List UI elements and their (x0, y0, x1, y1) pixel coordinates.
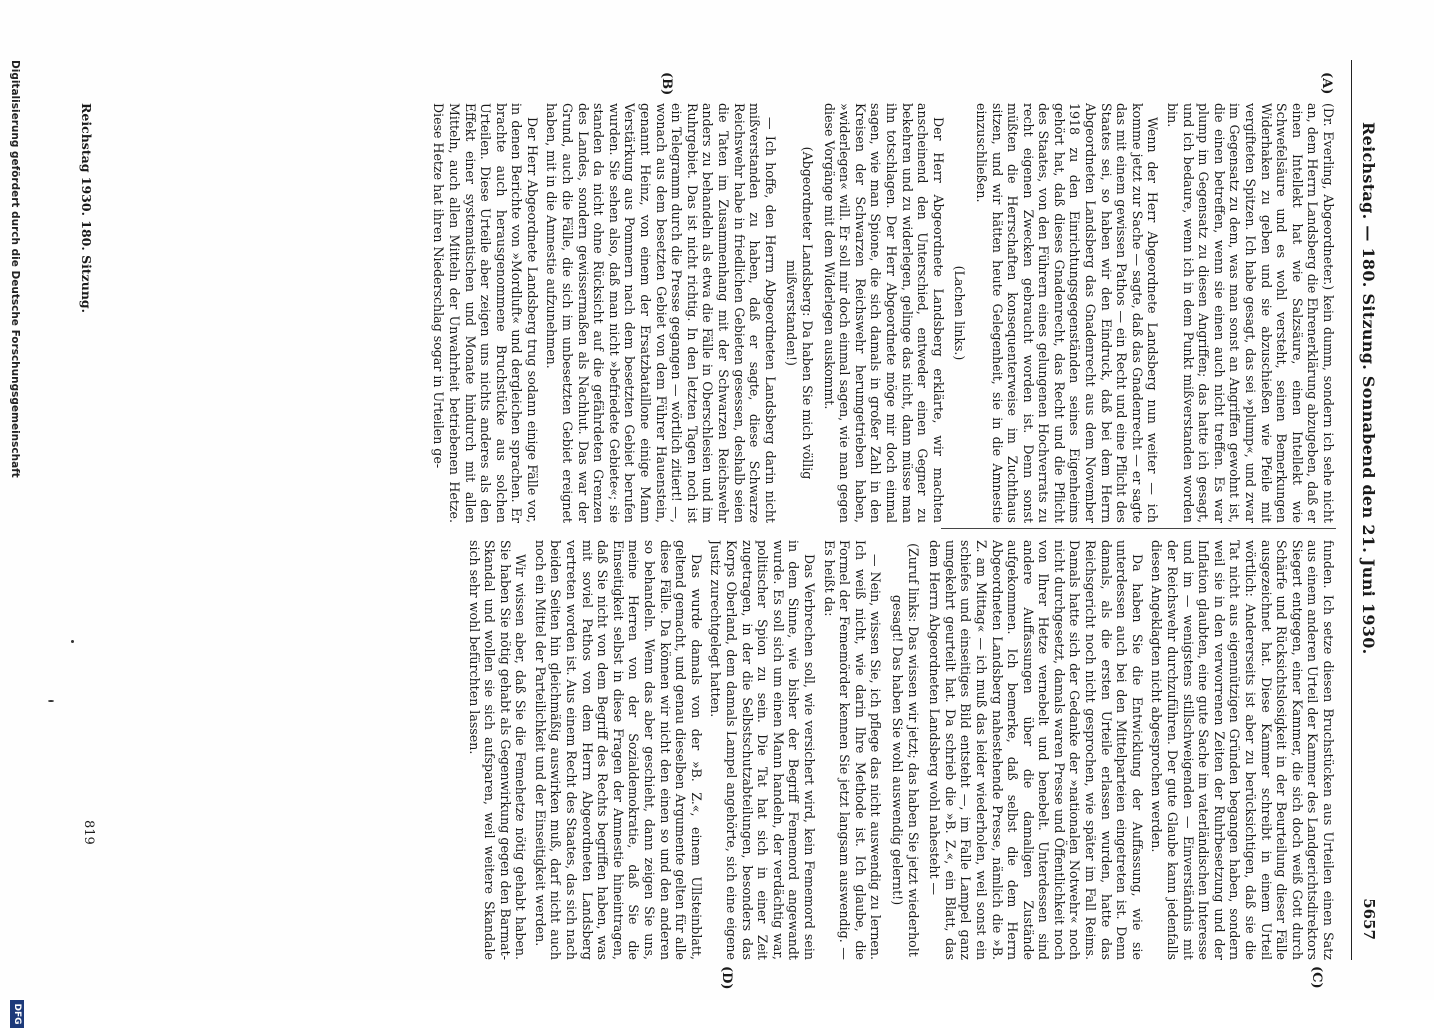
right-text-column (106, 540, 1336, 960)
scan-speck (71, 640, 74, 643)
paragraph: (Dr. Everling, Abgeordneter.) kein dumm, sondern ich sehe nicht an, dem Herrn Landsberg die Ehrenerklärung abzugeben, daß er einen Intellekt hat wie Salzsäure, einen Intellekt wie Schwefelsäure und es wohl versteht, seinen Bemerkungen Widerhaken zu geben und sie abzuschießen wie Pfeile mit vergifteten Spitzen. Ich habe gesagt, das sei »plump«, und zwar im Gegensatz zu dem, was man sonst an Angriffen gewohnt ist, die einen betreffen, wenn sie einen auch nicht treffen. Es war plump im Gegensatz zu diesen Angriffen; das hatte ich gesagt, und ich bedaure, wenn ich in dem Punkt mißverstanden worden bin. (1165, 103, 1336, 523)
margin-mark-d: (D) (719, 966, 734, 990)
paragraph: Wenn der Herr Abgeordnete Landsberg nun weiter — ich komme jetzt zur Sache — sagte, daß das Gnadenrecht — er sagte das mit einem gewissen Pathos — ein Recht und eine Pflicht des Staates sei, so haben wir den Eindruck, daß bei dem Herrn Abgeordneten Landsberg das Gnadenrecht aus dem November 1918 zu den Einrichtungsgegenständen seines Eigenheims gehört hat, daß dieses Gnadenrecht, das Recht und die Pflicht des Staates, von den Führern eines gelungenen Hochverrats zu recht eigenen Zwecken gebraucht worden ist. Denn sonst müßten die Herrschaften konsequenterweise im Zuchthaus sitzen, und wir hätten heute Gelegenheit, sie in die Amnestie einzuschließen. (973, 103, 1161, 523)
column-divider (941, 528, 1336, 529)
paragraph: funden. Ich setze diesen Bruchstücken aus Urteilen einen Satz aus einem anderen Urteil der Kammer des Landgerichtsdirektors Siegert entgegen, einer Kammer, die sich doch weiß Gott durch Schärfe und Rücksichtslosigkeit in der Beurteilung dieser Fälle ausgezeichnet hat. Diese Kammer schreibt in einem Urteil wörtlich: Andererseits ist aber zu berücksichtigen, daß sie die Tat nicht aus eigennützigen Gründen begangen haben, sondern weil sie in den verworrenen Zeiten der Ruhrbesetzung und der Inflation glaubten, eine gute Sache im vaterländischen Interesse und im — wenigstens stillschweigenden — Einverständnis mit der Reichswehr durchzuführen. Der gute Glaube kann jedenfalls diesen Angeklagten nicht abgesprochen werden. (1149, 540, 1336, 960)
paragraph: Das wurde damals von der »B. Z.«, einem Ullsteinblatt, geltend gemacht, und genau dieselben Argumente gelten für alle diese Fälle. Da können wir nicht den einen so und den anderen so behandeln. Wenn das aber geschieht, dann zeigen Sie uns, meine Herren von der Sozialdemokratie, daß Sie die Einseitigkeit selbst in diese Fragen der Amnestie hineintragen, daß Sie nicht von dem Begriff des Rechts begriffen haben, was mit soviel Pathos von dem Herrn Abgeordneten Landsberg vertreten worden ist. Aus einem Recht des Staates, das sich nach beiden Seiten hin gleichmäßig auswirken muß, darf nicht auch noch ein Mittel der Parteilichkeit und der Einseitigkeit werden. (532, 540, 704, 960)
paragraph: — Nein, wissen Sie, ich pflege das nicht auswendig zu lernen. Ich weiß nicht, wie darin Ihre Methode ist. Ich glaube, die Formel der Fememörder kennen Sie jetzt langsam auswendig. — Es heißt da: (821, 540, 884, 960)
quotation: Das Verbrechen soll, wie versichert wird, kein Fememord sein in dem Sinne, wie bisher der Begriff Fememord angewandt wurde. Es soll sich um einen Mann handeln, der verdächtig war, politischer Spion zu sein. Die Tat hat sich in einer Zeit zugetragen, in der die Selbstschutzabteilungen, besonders das Korps Oberland, dem damals Lampel angehörte, sich eine eigene Justiz zurechtgelegt hatten. (708, 540, 817, 960)
interjection: (Zuruf links: Das wissen wir jetzt; das haben Sie jetzt wiederholt gesagt! Das haben Sie wohl auswendig gelernt!) (889, 543, 921, 957)
margin-mark-c: (C) (1309, 966, 1324, 989)
left-text-column (106, 103, 1336, 523)
interjection: (Abgeordneter Landsberg: Da haben Sie mich völlig mißverstanden!) (784, 146, 815, 480)
page-header (1351, 60, 1382, 960)
margin-mark-b: (B) (659, 72, 674, 96)
paragraph: Da haben Sie die Entwicklung der Auffassung, wie sie unterdessen auch bei den Mittelparteien eingetreten ist. Denn damals, als die ersten Urteile erlassen wurden, hatte das Reichsgericht noch nicht gesprochen, wie später im Fall Reims. Damals hatte sich der Gedanke der »nationalen Notwehr« noch nicht durchgesetzt, damals waren Presse und Öffentlichkeit noch von Ihrer Hetze vernebelt und benebelt. Unterdessen sind andere Auffassungen über die damaligen Zustände aufgekommen. Ich bemerke, daß selbst die dem Herrn Abgeordneten Landsberg nahestehende Presse, nämlich die »B. Z. am Mittag« — ich muß das leider wiederholen, weil sonst ein schiefes und einseitiges Bild entsteht —, im Falle Lampel ganz umgekehrt geurteilt hat. Da schrieb die »B. Z.«, ein Blatt, das dem Herrn Abgeordneten Landsberg wohl nahesteht — (927, 540, 1145, 960)
scan-speck (48, 700, 54, 702)
running-title: Reichstag. — 180. Sitzung. Sonnabend den 21. Juni 1930. (1359, 122, 1378, 655)
paragraph: — Ich hoffe, den Herrn Abgeordneten Landsberg darin nicht mißverstanden zu haben, daß er sagte, diese Schwarze Reichswehr habe in friedlichen Gebieten gesessen, deshalb seien die Taten im Zusammenhang mit der Schwarzen Reichswehr anders zu behandeln als etwa die Fälle in Oberschlesien und im Ruhrgebiet. Das ist nicht richtig. In den letzten Tagen noch ist ein Telegramm durch die Presse gegangen — wörtlich zitiert! —, wonach aus dem besetzten Gebiet von dem Führer Hauenstein, genannt Heinz, von einem der Ersatzbataillone einige Mann Verstärkung aus Pommern nach dem besetzten Gebiet berufen wurden. Sie sehen also, daß man nicht »befriedete Gebiete«; sie standen da nicht ohne Rücksicht auf die gefährdeten Grenzen des Landes, sondern gewissermaßen als Nachhut. Das war der Grund, auch die Fälle, die sich im unbesetzten Gebiet ereignet haben, mit in die Amnestie aufzunehmen. (544, 103, 778, 523)
digitization-credit: Digitalisierung gefördert durch die Deutsche Forschungsgemeinschaft (9, 60, 21, 478)
page-number: 5657 (1360, 898, 1378, 940)
dfg-logo: DFG (10, 1000, 24, 1028)
paragraph: Wir wissen aber, daß Sie die Femehetze nötig gehabt haben. Sie haben Sie nötig gehabt als Gegenwirkung gegen den Barmat-Skandal und wollen sie sich aufsparen, weil weitere Skandale sich sehr wohl befürchten lassen. (466, 540, 529, 960)
footer-page-number: 819 (81, 820, 96, 845)
paragraph: Der Herr Abgeordnete Landsberg trug sodann einige Fälle vor, in denen Berichte von »Mordluft« und dergleichen sprachen. Er brachte auch herausgenommene Bruchstücke aus solchen Urteilen. Diese Urteile aber zeigen uns nichts anderes als den Effekt einer systematischen und Monate hindurch mit allen Mitteln, auch allen Mitteln der Unwahrheit betriebenen Hetze. Diese Hetze hat ihren Niederschlag sogar in Urteilen ge- (431, 103, 540, 523)
paragraph: Der Herr Abgeordnete Landsberg erklärte, wir machten anscheinend den Unterschied, entweder einen Gegner zu bekehren und zu widerlegen, gelinge das nicht, dann müsse man ihn totschlagen. Der Herr Abgeordnete möge mir doch einmal sagen, wie man Spione, die sich damals in großer Zahl in den Kreisen der Schwarzen Reichswehr herumgetrieben haben, »widerlegen« will. Er soll mir doch einmal sagen, wie man gegen diese Vorgänge mit dem Widerlegen auskommt. (821, 103, 946, 523)
margin-mark-a: (A) (1319, 72, 1334, 95)
interjection: (Lachen links.) (952, 265, 968, 361)
footer-session: Reichstag 1930. 180. Sitzung. (79, 103, 94, 313)
